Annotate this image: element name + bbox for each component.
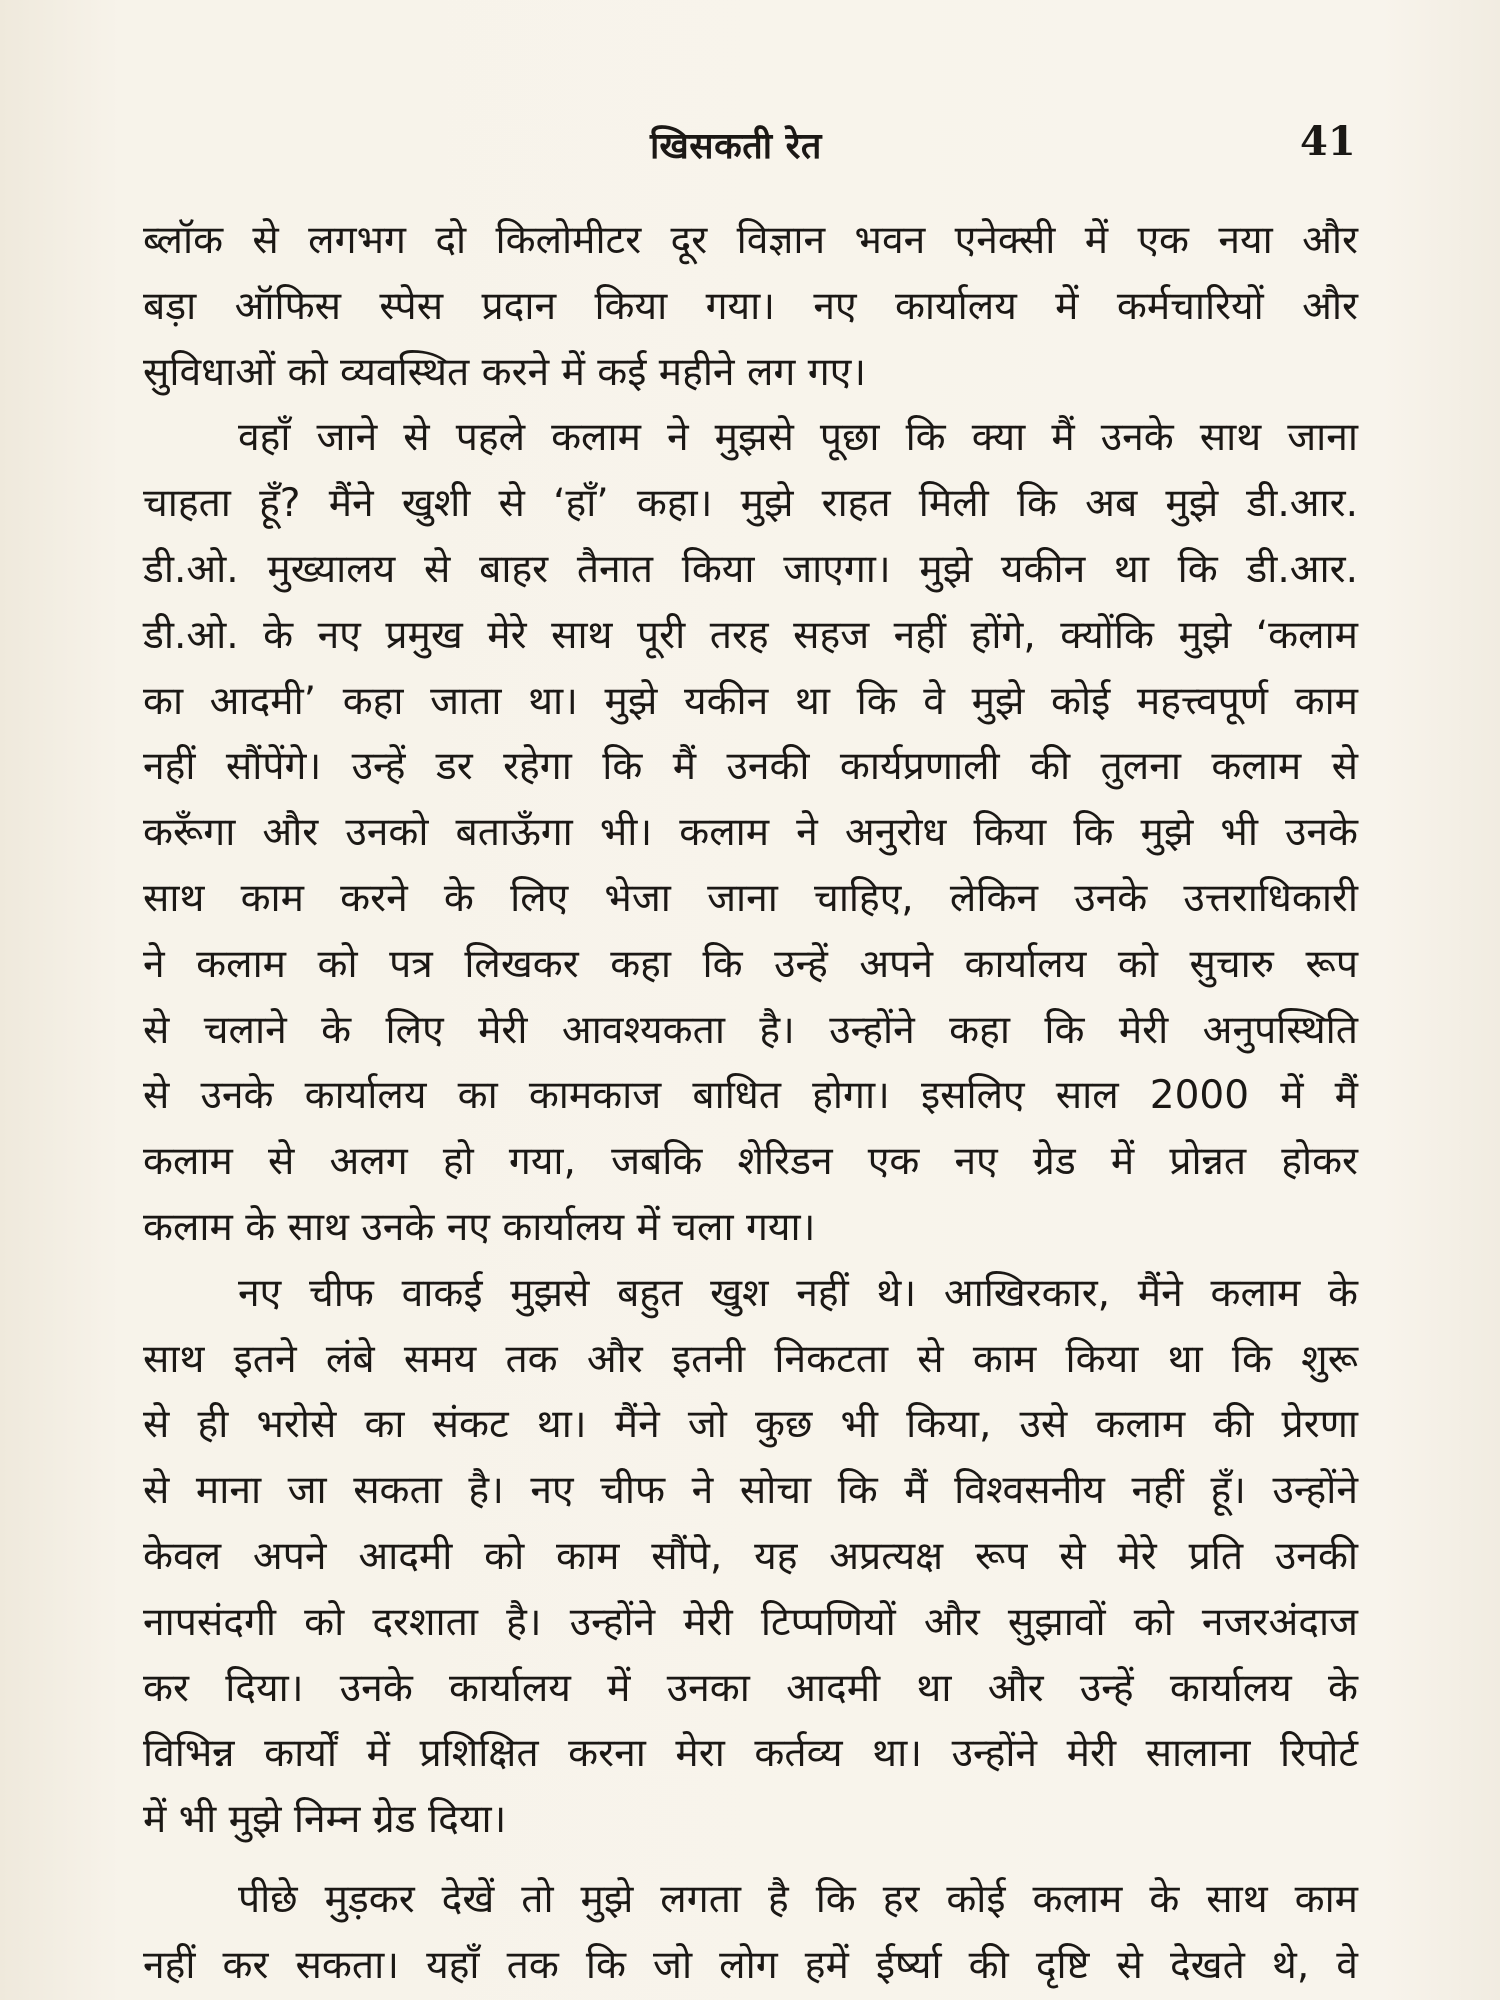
text-line: कलाम से अलग हो गया, जबकि शेरिडन एक नए ग्रेड में प्रोन्नत होकर: [143, 1139, 1358, 1185]
text-line: करूँगा और उनको बताऊँगा भी। कलाम ने अनुरोध किया कि मुझे भी उनके: [143, 810, 1358, 856]
text-line: कलाम के साथ उनके नए कार्यालय में चला गया।: [143, 1204, 816, 1250]
text-line: चाहता हूँ? मैंने खुशी से ‘हाँ’ कहा। मुझे राहत मिली कि अब मुझे डी.आर.: [143, 481, 1358, 527]
text-line: साथ काम करने के लिए भेजा जाना चाहिए, लेकिन उनके उत्तराधिकारी: [143, 875, 1358, 921]
paragraph-3: [143, 1261, 1358, 1853]
text-line: से माना जा सकता है। नए चीफ ने सोचा कि मैं विश्वसनीय नहीं हूँ। उन्होंने: [143, 1468, 1358, 1514]
text-line: नापसंदगी को दरशाता है। उन्होंने मेरी टिप्पणियों और सुझावों को नजरअंदाज: [143, 1599, 1358, 1645]
text-line: ब्लॉक से लगभग दो किलोमीटर दूर विज्ञान भवन एनेक्सी में एक नया और: [143, 218, 1358, 263]
text-line: का आदमी’ कहा जाता था। मुझे यकीन था कि वे मुझे कोई महत्त्वपूर्ण काम: [143, 678, 1358, 724]
text-line: केवल अपने आदमी को काम सौंपे, यह अप्रत्यक्ष रूप से मेरे प्रति उनकी: [143, 1533, 1358, 1579]
text-line: से चलाने के लिए मेरी आवश्यकता है। उन्होंने कहा कि मेरी अनुपस्थिति: [143, 1007, 1358, 1053]
text-line: पीछे मुड़कर देखें तो मुझे लगता है कि हर कोई कलाम के साथ काम: [238, 1876, 1358, 1922]
text-line: नहीं सौंपेंगे। उन्हें डर रहेगा कि मैं उनकी कार्यप्रणाली की तुलना कलाम से: [143, 744, 1358, 790]
text-line: वहाँ जाने से पहले कलाम ने मुझसे पूछा कि क्या मैं उनके साथ जाना: [238, 415, 1358, 461]
text-line: सुविधाओं को व्यवस्थित करने में कई महीने लग गए।: [143, 349, 867, 395]
text-line: विभिन्न कार्यों में प्रशिक्षित करना मेरा कर्तव्य था। उन्होंने मेरी सालाना रिपोर्ट: [143, 1731, 1358, 1777]
text-line: बड़ा ऑफिस स्पेस प्रदान किया गया। नए कार्यालय में कर्मचारियों और: [143, 283, 1358, 329]
text-line: से ही भरोसे का संकट था। मैंने जो कुछ भी किया, उसे कलाम की प्रेरणा: [143, 1402, 1358, 1448]
text-line: डी.ओ. मुख्यालय से बाहर तैनात किया जाएगा। मुझे यकीन था कि डी.आर.: [143, 546, 1358, 592]
paragraph-4: [143, 1867, 1358, 1999]
paragraph-2: [143, 405, 1358, 1260]
text-line: साथ इतने लंबे समय तक और इतनी निकटता से काम किया था कि शुरू: [143, 1336, 1358, 1382]
text-line: में भी मुझे निम्न ग्रेड दिया।: [143, 1797, 507, 1843]
text-line: कर दिया। उनके कार्यालय में उनका आदमी था और उन्हें कार्यालय के: [143, 1665, 1358, 1711]
text-line: नए चीफ वाकई मुझसे बहुत खुश नहीं थे। आखिरकार, मैंने कलाम के: [238, 1270, 1358, 1316]
text-line: डी.ओ. के नए प्रमुख मेरे साथ पूरी तरह सहज नहीं होंगे, क्योंकि मुझे ‘कलाम: [143, 612, 1358, 658]
page-number: 41: [1300, 118, 1356, 165]
body-text: [143, 208, 1358, 1999]
text-line: ने कलाम को पत्र लिखकर कहा कि उन्हें अपने कार्यालय को सुचारु रूप: [143, 941, 1358, 987]
chapter-title: खिसकती रेत: [650, 126, 822, 167]
text-line: से उनके कार्यालय का कामकाज बाधित होगा। इसलिए साल 2000 में मैं: [143, 1073, 1358, 1119]
paragraph-1: [143, 208, 1358, 405]
paragraph-spacer: [143, 1853, 1358, 1867]
running-head: [0, 120, 1500, 180]
text-line: नहीं कर सकता। यहाँ तक कि जो लोग हमें ईर्ष्या की दृष्टि से देखते थे, वे: [143, 1942, 1358, 1988]
